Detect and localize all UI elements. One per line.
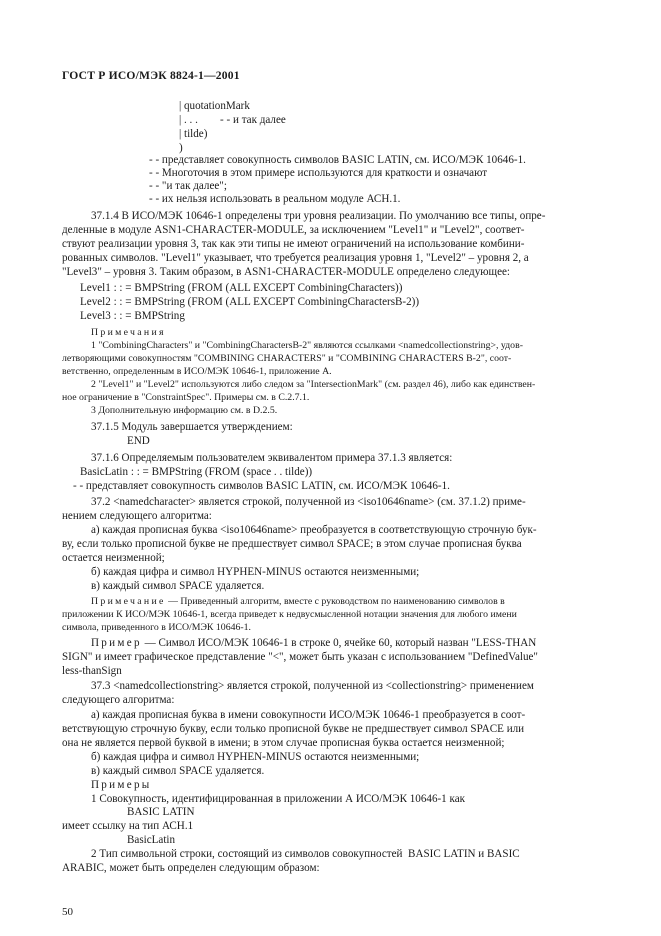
code-line: | tilde) [179, 128, 208, 140]
code-line: | quotationMark [179, 100, 250, 112]
paragraph-line: нением следующего алгоритма: [62, 510, 212, 522]
note-text: — Приведенный алгоритм, вместе с руководством по наименованию символов в [168, 596, 505, 607]
example-line: 2 Тип символьной строки, состоящий из символов совокупностей BASIC LATIN и BASIC [91, 848, 520, 860]
note-line [91, 596, 505, 608]
algorithm-line: б) каждая цифра и символ HYPHEN-MINUS остаются неизменными; [91, 566, 420, 578]
comment-line: - - "и так далее"; [149, 180, 227, 192]
paragraph-line: 37.3 <namedcollectionstring> является строкой, полученной из <collectionstring> применением [91, 680, 534, 692]
example-line: less-thanSign [62, 665, 122, 677]
note-line: символа, приведенного в ИСО/МЭК 10646-1. [62, 622, 252, 633]
example-line: ARABIC, может быть определен следующим образом: [62, 862, 320, 874]
comment-line: - - представляет совокупность символов BASIC LATIN, см. ИСО/МЭК 10646-1. [149, 154, 526, 166]
algorithm-line: б) каждая цифра и символ HYPHEN-MINUS остаются неизменными; [91, 751, 420, 763]
algorithm-line: а) каждая прописная буква в имени совокупности ИСО/МЭК 10646-1 преобразуется в соот- [91, 709, 526, 721]
note-line: приложении К ИСО/МЭК 10646-1, всегда приведет к недвусмысленной нотации значения для любого имени [62, 609, 517, 620]
note-line: ветственно, определенным в ИСО/МЭК 10646-1, приложение А. [62, 366, 332, 377]
code-line: ) [179, 142, 183, 154]
paragraph-line: деленные в модуле ASN1-CHARACTER-MODULE, за исключением "Level1" и "Level2", соответ- [62, 224, 525, 236]
code-line: BasicLatin : : = BMPString (FROM (space . . tilde)) [80, 466, 313, 478]
paragraph-line: следующего алгоритма: [62, 694, 175, 706]
code-line: Level1 : : = BMPString (FROM (ALL EXCEPT CombiningCharacters)) [80, 282, 403, 294]
algorithm-line: в) каждый символ SPACE удаляется. [91, 580, 265, 592]
comment-line: - - их нельзя использовать в реальном модуле АСН.1. [149, 193, 401, 205]
note-line: 3 Дополнительную информацию см. в D.2.5. [91, 405, 278, 416]
paragraph-line: ствуют реализации уровня 3, так как эти типы не имеют ограничений на использование комбини- [62, 238, 525, 250]
paragraph-line: 37.1.4 В ИСО/МЭК 10646-1 определены три уровня реализации. По умолчанию все типы, опре- [91, 210, 546, 222]
note-label: Примечание [91, 596, 166, 607]
example-line: BasicLatin [127, 834, 176, 846]
algorithm-line: остается неизменной; [62, 552, 165, 564]
example-line: имеет ссылку на тип АСН.1 [62, 820, 194, 832]
example-text: — Символ ИСО/МЭК 10646-1 в строке 0, ячейке 60, который назван "LESS-THAN [144, 637, 537, 649]
end-keyword: END [127, 435, 150, 447]
algorithm-line: в) каждый символ SPACE удаляется. [91, 765, 265, 777]
document-header: ГОСТ Р ИСО/МЭК 8824-1—2001 [62, 69, 240, 82]
algorithm-line: ветствующую строчную букву, если только прописной букве не предшествует символ SPACE или [62, 723, 525, 735]
algorithm-line: ву, если только прописной букве не предшествует символ SPACE; в этом случае прописная буква [62, 538, 522, 550]
code-line: Level2 : : = BMPString (FROM (ALL EXCEPT CombiningCharactersB-2)) [80, 296, 420, 308]
notes-title: Примечания [91, 327, 166, 338]
comment-line: - - представляет совокупность символов BASIC LATIN, см. ИСО/МЭК 10646-1. [73, 480, 450, 492]
code-line: | . . . - - и так далее [179, 114, 286, 126]
paragraph-line: рованных символов. "Level1" указывает, что требуется реализация уровня 1, "Level2" – уровня 2, а [62, 252, 529, 264]
algorithm-line: она не является первой буквой в имени; в этом случае прописная буква остается неизменной; [62, 737, 505, 749]
code-line: Level3 : : = BMPString [80, 310, 185, 322]
algorithm-line: а) каждая прописная буква <iso10646name> преобразуется в соответствующую строчную бук- [91, 524, 537, 536]
paragraph-line: "Level3" – уровня 3. Таким образом, в ASN1-CHARACTER-MODULE определено следующее: [62, 266, 510, 278]
example-line: SIGN" и имеет графическое представление "<", может быть указан с использованием "DefinedValue" [62, 651, 538, 663]
note-line: летворяющими совокупностям "COMBINING CHARACTERS" и "COMBINING CHARACTERS B-2", соот- [62, 353, 512, 364]
paragraph-line: 37.2 <namedcharacter> является строкой, полученной из <iso10646name> (см. 37.1.2) приме- [91, 496, 526, 508]
paragraph-line: 37.1.5 Модуль завершается утверждением: [91, 421, 293, 433]
paragraph-line: 37.1.6 Определяемым пользователем эквивалентом примера 37.1.3 является: [91, 452, 453, 464]
comment-line: - - Многоточия в этом примере используются для краткости и означают [149, 167, 488, 179]
note-line: 1 "CombiningCharacters" и "CombiningCharactersB-2" являются ссылками <namedcollectionstring>, удов- [91, 340, 523, 351]
note-line: ное ограничение в "ConstraintSpec". Примеры см. в С.2.7.1. [62, 392, 310, 403]
example-line: 1 Совокупность, идентифицированная в приложении А ИСО/МЭК 10646-1 как [91, 793, 466, 805]
example-line: BASIC LATIN [127, 806, 195, 818]
note-line: 2 "Level1" и "Level2" используются либо следом за "IntersectionMark" (см. раздел 46), либо как единствен- [91, 379, 536, 390]
examples-title: Примеры [91, 779, 152, 791]
page-number: 50 [62, 906, 73, 918]
example-line [91, 637, 536, 650]
example-label: Пример [91, 637, 142, 649]
